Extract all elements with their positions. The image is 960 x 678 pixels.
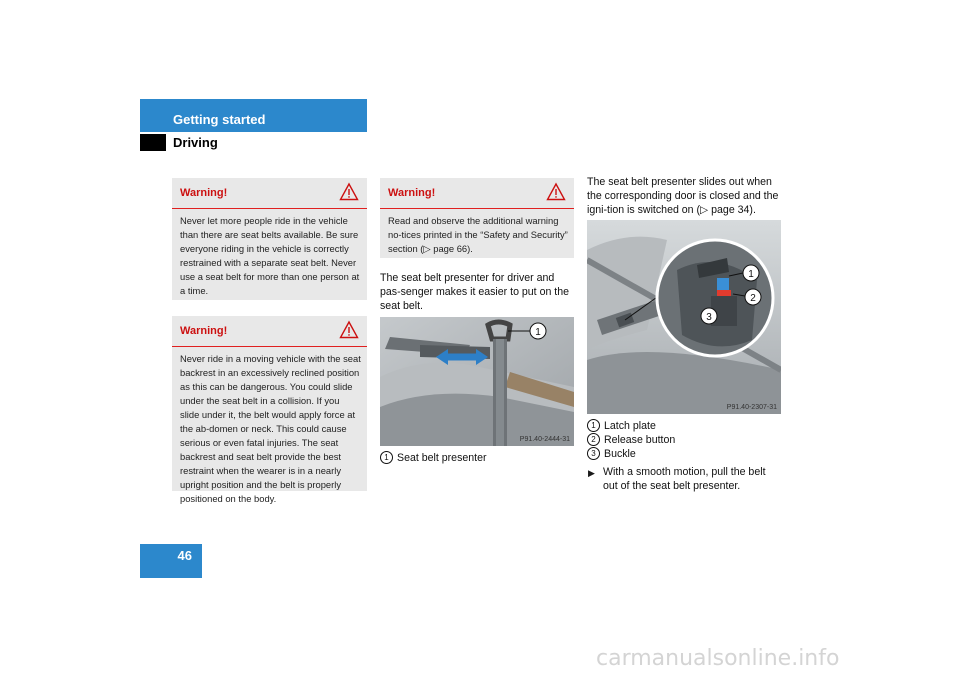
warning-header [380,178,574,209]
legend-number: 3 [587,447,600,460]
subsection-title: Driving [173,135,218,150]
page-number: 46 [177,548,192,563]
warning-box-2 [172,316,367,504]
warning-label: Warning! [388,187,436,199]
seat-belt-presenter-illustration [380,317,574,446]
warning-triangle-icon [339,182,359,202]
warning-triangle-icon [546,182,566,202]
warning-header [172,316,367,347]
legend-item [587,447,636,461]
latch-buckle-illustration [587,220,781,414]
section-title: Getting started [173,112,266,127]
warning-text: Never ride in a moving vehicle with the seat backrest in an excessively reclined position as this can be dangerous. You could slide under the seat belt in a collision. If you slide under it, the belt would apply force at the ab-domen or neck. This could cause serious or even fatal injuries. The seat backrest and seat belt provide the best restraint when the wearer is in a nearly upright position and the belt is properly positioned on the body. [180,353,361,504]
seat-belt-presenter-figure [380,317,574,446]
callout-number: 2 [750,293,756,304]
slides-out-paragraph: The seat belt presenter slides out when the corresponding door is closed and the igni-tion is switched on (▷ page 34). [587,176,779,216]
warning-box-1 [172,178,367,300]
presenter-paragraph: The seat belt presenter for driver and pas-senger makes it easier to put on the seat belt. [380,272,570,312]
callout-number: 1 [748,269,754,280]
legend-number: 1 [380,451,393,464]
legend-label: Seat belt presenter [397,452,487,464]
instruction-arrow-icon: ▶ [588,468,595,478]
warning-triangle-icon [339,320,359,340]
legend-label: Release button [604,434,676,446]
warning-text: Never let more people ride in the vehicle than there are seat belts available. Be sure everyone riding in the vehicle is correctly restrained with a separate seat belt. Never use a seat belt for more than one person at a time. [180,215,360,296]
warning-label: Warning! [180,325,228,337]
latch-buckle-figure [587,220,781,414]
warning-header [172,178,367,209]
warning-label: Warning! [180,187,228,199]
callout-number: 1 [535,327,541,338]
callout-number: 3 [706,312,712,323]
legend-item [587,419,656,433]
legend-item [587,433,675,447]
legend-item [380,451,487,465]
warning-box-3 [380,178,574,258]
figure-code: P91.40-2444-31 [519,436,570,443]
watermark: carmanualsonline.info [596,646,840,671]
legend-number: 1 [587,419,600,432]
legend-label: Latch plate [604,420,656,432]
legend-number: 2 [587,433,600,446]
legend-label: Buckle [604,448,636,460]
figure-code: P91.40-2307-31 [726,404,777,411]
warning-text: Read and observe the additional warning no-tices printed in the “Safety and Security” section (▷ page 66). [388,215,568,254]
instruction-text: With a smooth motion, pull the belt out of the seat belt presenter. [603,466,766,492]
subsection-marker [140,134,166,151]
